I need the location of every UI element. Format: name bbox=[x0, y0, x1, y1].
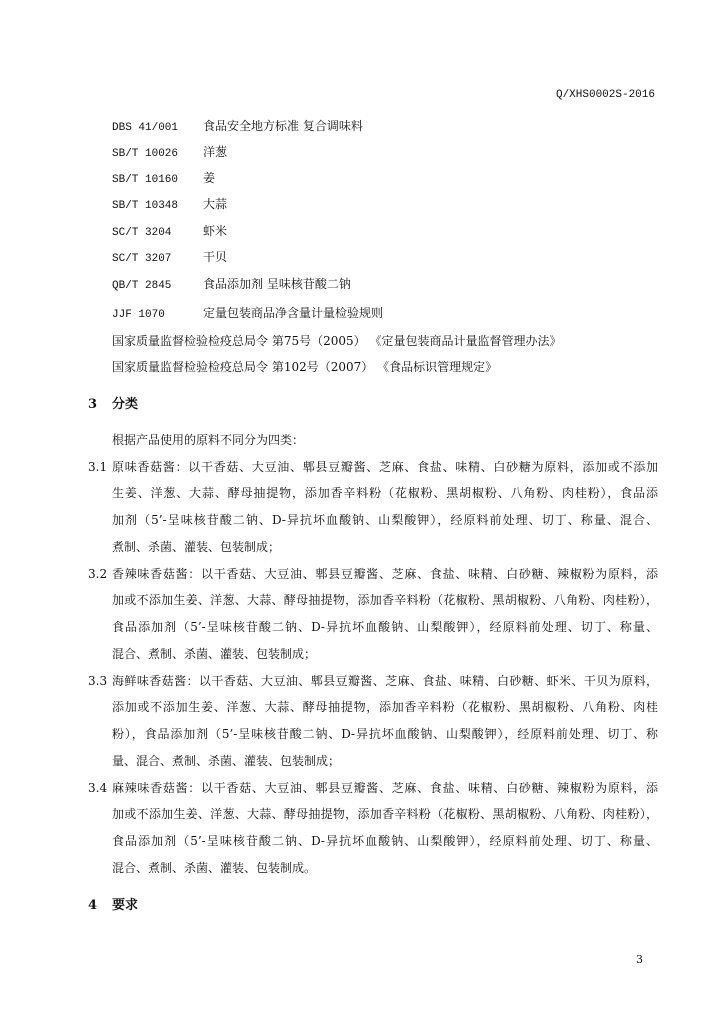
reference-title: 虾米 bbox=[203, 224, 228, 238]
reference-title: 姜 bbox=[203, 171, 216, 185]
clause-number: 3.3 bbox=[88, 673, 108, 688]
section-heading bbox=[88, 396, 138, 414]
reference-row bbox=[112, 222, 227, 240]
page-number: 3 bbox=[636, 953, 643, 966]
clause bbox=[88, 454, 658, 561]
reference-title: 洋葱 bbox=[203, 145, 228, 159]
paragraph-line: 混合、煮制、杀菌、灌装、包装制成； bbox=[112, 646, 317, 661]
reference-title: 食品安全地方标准 复合调味料 bbox=[203, 119, 363, 133]
paragraph-line: 原味香菇酱：以干香菇、大豆油、郫县豆瓣酱、芝麻、食盐、味精、白砂糖为原料，添加或不添加 bbox=[112, 459, 658, 474]
paragraph-line: 量、混合、煮制、杀菌、灌装、包装制成； bbox=[112, 753, 341, 768]
clause bbox=[88, 561, 658, 668]
reference-code: DBS 41/001 bbox=[112, 122, 179, 134]
reference-code: QB/T 2845 bbox=[112, 280, 172, 292]
reference-row bbox=[112, 248, 227, 266]
paragraph-line: 香辣味香菇酱：以干香菇、大豆油、郫县豆瓣酱、芝麻、食盐、味精、白砂糖、辣椒粉为原料，添 bbox=[112, 566, 658, 581]
reference-code: JJF 1070 bbox=[112, 309, 165, 321]
section-number: 3 bbox=[88, 397, 98, 412]
paragraph-line: 混合、煮制、杀菌、灌装、包装制成。 bbox=[112, 860, 317, 875]
reference-row bbox=[112, 143, 227, 161]
section-title: 要求 bbox=[112, 898, 139, 913]
reference-code: SC/T 3207 bbox=[112, 253, 172, 265]
reference-title: 定量包装商品净含量计量检验规则 bbox=[203, 306, 384, 320]
reference-code: SB/T 10160 bbox=[112, 174, 179, 186]
reference-row bbox=[112, 169, 215, 187]
section-number: 4 bbox=[88, 898, 98, 913]
clause-number: 3.2 bbox=[88, 566, 108, 581]
document-code: Q/XHS0002S-2016 bbox=[555, 89, 655, 101]
reference-row bbox=[112, 304, 383, 322]
clause bbox=[88, 775, 658, 882]
paragraph-line: 生姜、洋葱、大蒜、酵母抽提物，添加香辛料粉（花椒粉、黑胡椒粉、八角粉、肉桂粉），食品添 bbox=[112, 486, 658, 501]
paragraph-line: 粉），食品添加剂（5’-呈味核苷酸二钠、D-异抗坏血酸钠、山梨酸钾），经原料前处理、切丁、称 bbox=[112, 727, 658, 742]
reference-title: 食品添加剂 呈味核苷酸二钠 bbox=[203, 277, 351, 291]
reference-row bbox=[112, 275, 351, 293]
clause-number: 3.1 bbox=[88, 459, 108, 474]
section-title: 分类 bbox=[112, 397, 139, 412]
reference-row bbox=[112, 195, 227, 213]
paragraph-line: 海鲜味香菇酱：以干香菇、大豆油、郫县豆瓣酱、芝麻、食盐、味精、白砂糖、虾米、干贝为原料， bbox=[112, 673, 658, 688]
paragraph-line: 食品添加剂（5’-呈味核苷酸二钠、D-异抗坏血酸钠、山梨酸钾），经原料前处理、切丁、称量、 bbox=[112, 620, 658, 635]
paragraph-line: 加或不添加生姜、洋葱、大蒜、酵母抽提物，添加香辛料粉（花椒粉、黑胡椒粉、八角粉、肉桂粉）， bbox=[112, 593, 658, 608]
paragraph-line: 煮制、杀菌、灌装、包装制成； bbox=[112, 539, 281, 554]
paragraph-line: 加剂（5’-呈味核苷酸二钠、D-异抗坏血酸钠、山梨酸钾），经原料前处理、切丁、称量、混合、 bbox=[112, 513, 658, 528]
section-body bbox=[88, 427, 658, 882]
reference-row bbox=[112, 117, 363, 135]
paragraph-line: 食品添加剂（5’-呈味核苷酸二钠、D-异抗坏血酸钠、山梨酸钾），经原料前处理、切丁、称量、 bbox=[112, 834, 658, 849]
reference-title: 大蒜 bbox=[203, 197, 228, 211]
decree-reference: 国家质量监督检验检疫总局令 第102号（2007） 《食品标识管理规定》 bbox=[112, 360, 498, 374]
reference-code: SC/T 3204 bbox=[112, 227, 172, 239]
paragraph-line: 加或不添加生姜、洋葱、大蒜、酵母抽提物，添加香辛料粉（花椒粉、黑胡椒粉、八角粉、肉桂粉）， bbox=[112, 807, 658, 822]
clause-number: 3.4 bbox=[88, 780, 108, 795]
paragraph-line: 添加或不添加生姜、洋葱、大蒜、酵母抽提物，添加香辛料粉（花椒粉、黑胡椒粉、八角粉、肉桂 bbox=[112, 700, 658, 715]
decree-reference: 国家质量监督检验检疫总局令 第75号（2005） 《定量包装商品计量监督管理办法》 bbox=[112, 334, 562, 348]
reference-code: SB/T 10348 bbox=[112, 200, 179, 212]
section-heading bbox=[88, 897, 138, 915]
section-intro: 根据产品使用的原料不同分为四类： bbox=[112, 432, 305, 447]
paragraph-line: 麻辣味香菇酱：以干香菇、大豆油、郫县豆瓣酱、芝麻、食盐、味精、白砂糖、辣椒粉为原料，添 bbox=[112, 780, 658, 795]
reference-title: 干贝 bbox=[203, 250, 228, 264]
reference-code: SB/T 10026 bbox=[112, 148, 179, 160]
clause bbox=[88, 668, 658, 775]
